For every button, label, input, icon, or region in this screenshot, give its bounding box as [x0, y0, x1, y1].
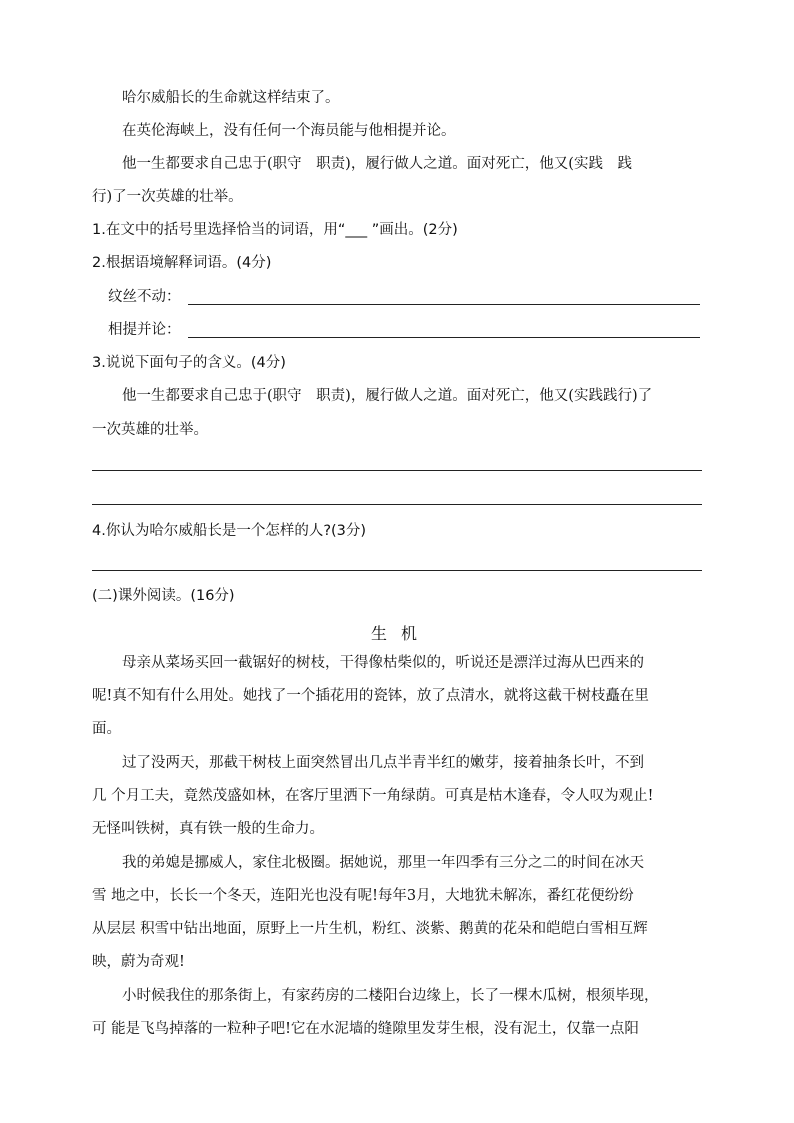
article-line: 从层层 积雪中钻出地面，原野上一片生机，粉红、淡紫、鹅黄的花朵和皑皑白雪相互辉	[92, 921, 648, 937]
article-title: 生机	[371, 624, 432, 643]
passage-paragraph-3-line-2: 行)了一次英雄的壮举。	[92, 189, 243, 205]
question-3-quote-line-2: 一次英雄的壮举。	[92, 422, 208, 438]
question-3: 3.说说下面句子的含义。(4分)	[92, 355, 286, 371]
answer-line-q4[interactable]	[92, 570, 702, 571]
answer-line-term-2[interactable]	[188, 337, 700, 338]
answer-line-q3-2[interactable]	[92, 504, 702, 505]
article-line: 我的弟媳是挪威人，家住北极圈。据她说，那里一年四季有三分之二的时间在冰天	[122, 855, 644, 871]
article-line: 映，蔚为奇观!	[92, 954, 185, 970]
article-line: 呢!真不知有什么用处。她找了一个插花用的瓷钵，放了点清水，就将这截干树枝矗在里	[92, 688, 649, 704]
article-line: 几 个月工夫，竟然茂盛如林，在客厅里洒下一角绿荫。可真是枯木逢春，令人叹为观止!	[92, 788, 654, 804]
question-3-quote-line-1: 他一生都要求自己忠于(职守 职责)，履行做人之道。面对死亡，他又(实践践行)了	[122, 388, 653, 404]
article-line: 母亲从菜场买回一截锯好的树枝，干得像枯柴似的，听说还是漂洋过海从巴西来的	[122, 655, 644, 671]
answer-line-q3-1[interactable]	[92, 470, 702, 471]
article-line: 小时候我住的那条街上，有家药房的二楼阳台边缘上，长了一棵木瓜树，根须毕现，	[122, 988, 659, 1004]
passage-paragraph-3-line-1: 他一生都要求自己忠于(职守 职责)，履行做人之道。面对死亡，他又(实践 践	[122, 156, 632, 172]
passage-paragraph-1: 哈尔威船长的生命就这样结束了。	[122, 90, 340, 106]
question-4: 4.你认为哈尔威船长是一个怎样的人?(3分)	[92, 523, 367, 539]
article-line: 无怪叫铁树，真有铁一般的生命力。	[92, 821, 324, 837]
question-2-term-1: 纹丝不动：	[108, 289, 181, 305]
passage-paragraph-2: 在英伦海峡上，没有任何一个海员能与他相提并论。	[122, 123, 456, 139]
article-line: 雪 地之中，长长一个冬天，连阳光也没有呢!每年3月，大地犹未解冻，番红花便纷纷	[92, 888, 634, 904]
article-line: 面。	[92, 721, 121, 737]
article-line: 可 能是飞鸟掉落的一粒种子吧!它在水泥墙的缝隙里发芽生根，没有泥土，仅靠一点阳	[92, 1021, 639, 1037]
answer-line-term-1[interactable]	[188, 304, 700, 305]
article-line: 过了没两天，那截干树枝上面突然冒出几点半青半红的嫩芽，接着抽条长叶，不到	[122, 755, 644, 771]
section-2-heading: (二)课外阅读。(16分)	[92, 588, 235, 604]
question-2-term-2: 相提并论：	[108, 322, 181, 338]
question-1: 1.在文中的括号里选择恰当的词语，用“___ ”画出。(2分)	[92, 222, 458, 238]
question-2: 2.根据语境解释词语。(4分)	[92, 255, 272, 271]
